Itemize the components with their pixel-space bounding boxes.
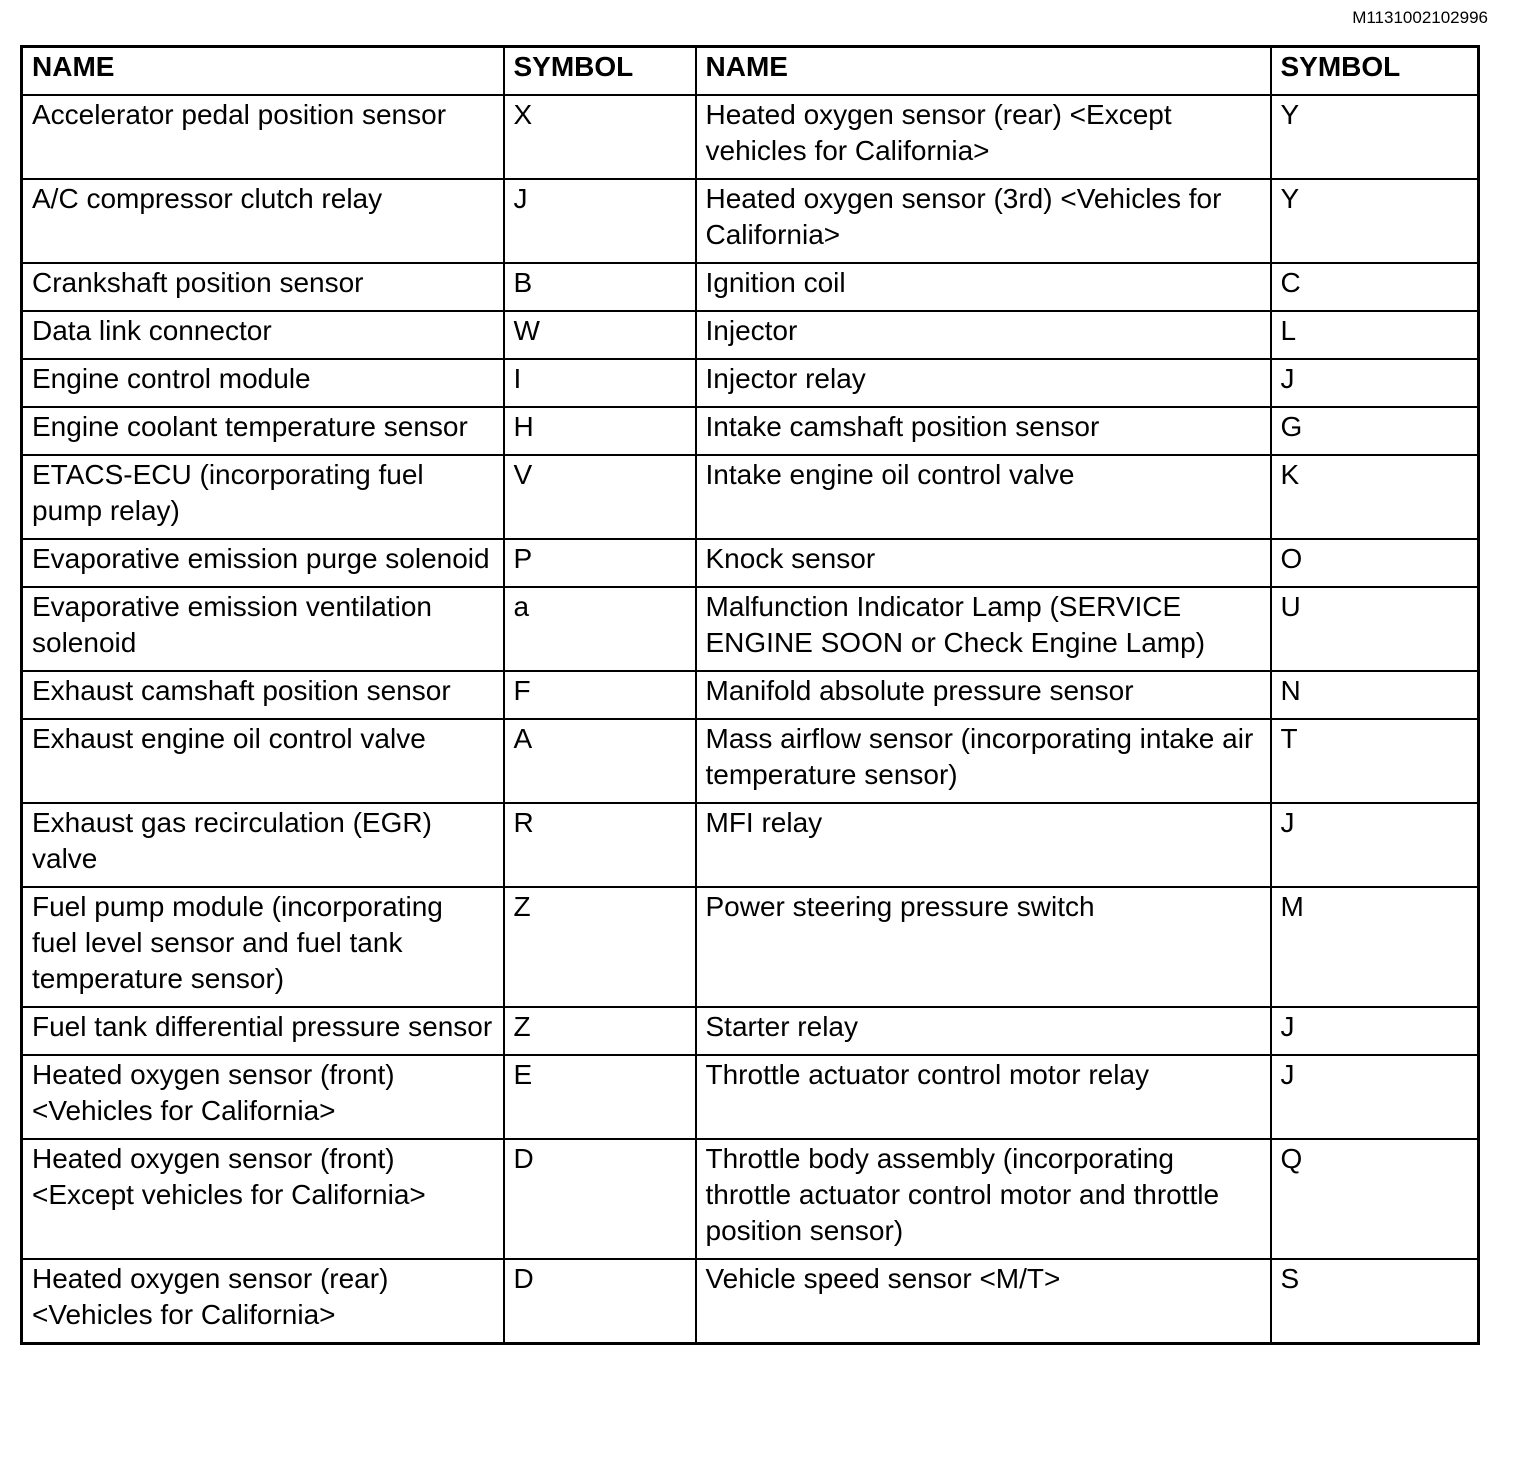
table-row (22, 587, 1479, 671)
cell-name-left: Evaporative emission purge solenoid (22, 539, 504, 587)
cell-symbol-right: J (1271, 1055, 1479, 1139)
cell-name-right: Vehicle speed sensor <M/T> (696, 1259, 1271, 1344)
cell-name-right: Malfunction Indicator Lamp (SERVICE ENGINE SOON or Check Engine Lamp) (696, 587, 1271, 671)
table-row (22, 1007, 1479, 1055)
table-row (22, 887, 1479, 1007)
cell-name-right: Injector (696, 311, 1271, 359)
table-body (22, 95, 1479, 1344)
cell-name-left: Exhaust camshaft position sensor (22, 671, 504, 719)
table-row (22, 455, 1479, 539)
cell-symbol-right: O (1271, 539, 1479, 587)
cell-symbol-left: I (504, 359, 696, 407)
cell-symbol-right: Q (1271, 1139, 1479, 1259)
cell-name-left: Data link connector (22, 311, 504, 359)
cell-name-right: Intake engine oil control valve (696, 455, 1271, 539)
table-row (22, 719, 1479, 803)
cell-symbol-left: A (504, 719, 696, 803)
table-row (22, 1259, 1479, 1344)
cell-name-left: ETACS-ECU (incorporating fuel pump relay) (22, 455, 504, 539)
cell-symbol-right: T (1271, 719, 1479, 803)
cell-name-left: Heated oxygen sensor (front) <Except vehicles for California> (22, 1139, 504, 1259)
cell-name-left: Fuel pump module (incorporating fuel level sensor and fuel tank temperature sensor) (22, 887, 504, 1007)
table-header-row (22, 47, 1479, 96)
cell-symbol-right: G (1271, 407, 1479, 455)
cell-symbol-left: Z (504, 887, 696, 1007)
table-row (22, 311, 1479, 359)
cell-symbol-left: X (504, 95, 696, 179)
cell-name-right: Heated oxygen sensor (rear) <Except vehicles for California> (696, 95, 1271, 179)
table-row (22, 539, 1479, 587)
cell-symbol-left: W (504, 311, 696, 359)
cell-name-right: Injector relay (696, 359, 1271, 407)
cell-name-left: Accelerator pedal position sensor (22, 95, 504, 179)
cell-name-left: Evaporative emission ventilation solenoid (22, 587, 504, 671)
header-symbol-left: SYMBOL (504, 47, 696, 96)
header-name-left: NAME (22, 47, 504, 96)
table-row (22, 803, 1479, 887)
header-name-right: NAME (696, 47, 1271, 96)
cell-name-right: Starter relay (696, 1007, 1271, 1055)
cell-name-left: Heated oxygen sensor (rear) <Vehicles for California> (22, 1259, 504, 1344)
cell-name-left: Heated oxygen sensor (front) <Vehicles for California> (22, 1055, 504, 1139)
cell-name-left: Engine control module (22, 359, 504, 407)
cell-symbol-right: M (1271, 887, 1479, 1007)
cell-symbol-right: L (1271, 311, 1479, 359)
cell-symbol-left: E (504, 1055, 696, 1139)
cell-symbol-right: Y (1271, 95, 1479, 179)
cell-name-right: Throttle actuator control motor relay (696, 1055, 1271, 1139)
cell-symbol-left: F (504, 671, 696, 719)
cell-name-right: Ignition coil (696, 263, 1271, 311)
cell-symbol-left: R (504, 803, 696, 887)
cell-symbol-right: U (1271, 587, 1479, 671)
cell-symbol-left: D (504, 1259, 696, 1344)
cell-name-left: Crankshaft position sensor (22, 263, 504, 311)
cell-symbol-right: K (1271, 455, 1479, 539)
table-row (22, 179, 1479, 263)
cell-name-right: Intake camshaft position sensor (696, 407, 1271, 455)
table-row (22, 263, 1479, 311)
cell-name-left: Engine coolant temperature sensor (22, 407, 504, 455)
cell-name-right: Throttle body assembly (incorporating throttle actuator control motor and throttle position sensor) (696, 1139, 1271, 1259)
cell-symbol-left: J (504, 179, 696, 263)
table-row (22, 407, 1479, 455)
cell-symbol-left: D (504, 1139, 696, 1259)
cell-symbol-right: J (1271, 803, 1479, 887)
cell-symbol-right: S (1271, 1259, 1479, 1344)
cell-name-right: Knock sensor (696, 539, 1271, 587)
parts-symbol-table (20, 45, 1480, 1345)
cell-name-right: MFI relay (696, 803, 1271, 887)
cell-symbol-left: Z (504, 1007, 696, 1055)
cell-name-right: Manifold absolute pressure sensor (696, 671, 1271, 719)
cell-name-left: Exhaust gas recirculation (EGR) valve (22, 803, 504, 887)
cell-name-left: A/C compressor clutch relay (22, 179, 504, 263)
table-row (22, 1055, 1479, 1139)
document-id: M1131002102996 (1352, 8, 1488, 27)
cell-name-right: Heated oxygen sensor (3rd) <Vehicles for California> (696, 179, 1271, 263)
cell-name-right: Mass airflow sensor (incorporating intake air temperature sensor) (696, 719, 1271, 803)
cell-symbol-right: J (1271, 1007, 1479, 1055)
table-row (22, 1139, 1479, 1259)
cell-name-right: Power steering pressure switch (696, 887, 1271, 1007)
table-row (22, 359, 1479, 407)
cell-symbol-left: V (504, 455, 696, 539)
cell-symbol-right: C (1271, 263, 1479, 311)
cell-name-left: Fuel tank differential pressure sensor (22, 1007, 504, 1055)
cell-symbol-left: B (504, 263, 696, 311)
table-row (22, 671, 1479, 719)
cell-symbol-left: H (504, 407, 696, 455)
cell-symbol-left: P (504, 539, 696, 587)
header-symbol-right: SYMBOL (1271, 47, 1479, 96)
cell-name-left: Exhaust engine oil control valve (22, 719, 504, 803)
cell-symbol-right: Y (1271, 179, 1479, 263)
cell-symbol-right: N (1271, 671, 1479, 719)
table-row (22, 95, 1479, 179)
cell-symbol-left: a (504, 587, 696, 671)
cell-symbol-right: J (1271, 359, 1479, 407)
